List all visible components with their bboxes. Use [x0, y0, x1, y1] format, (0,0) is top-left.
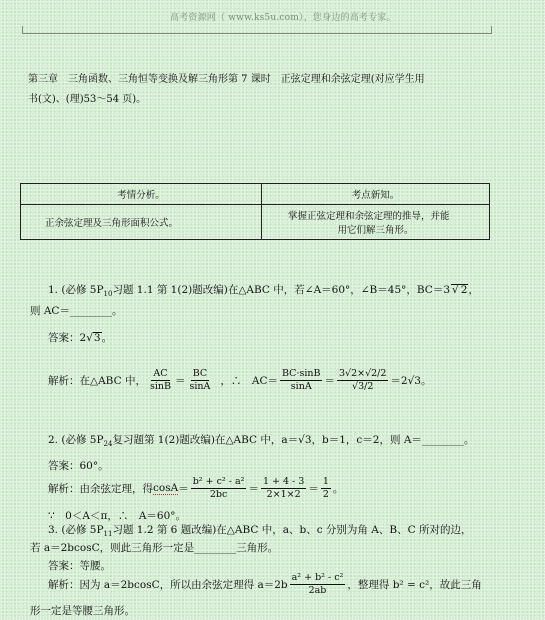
frac-ac-sinb: $\frac{AC}{\sin B}$: [149, 368, 171, 392]
col1-content: 正余弦定理及三角形面积公式。: [21, 205, 262, 240]
q2-since: ∵ 0＜A＜π，∴ A＝60°。: [48, 510, 187, 522]
frac-bcsinb-sina: $\frac{BC\cdot\sin B}{\sin A}$: [282, 368, 321, 392]
col1-header: 考情分析。: [21, 184, 262, 205]
frac-one-half: $\frac{1}{2}$: [322, 476, 329, 500]
col2-header: 考点新知。: [262, 184, 490, 205]
frac-cosc: $\frac{\text{a² + b² - c²}}{2ab}$: [291, 572, 344, 596]
header-rule: [22, 33, 492, 34]
q3-last-line: 形一定是等腰三角形。: [30, 605, 135, 617]
q2-line1: 2. (必修 $5P_{24}$复习题第 1(2)题改编)在△ABC 中，a＝√3，b＝1，c＝2，则 A＝________。: [48, 434, 475, 449]
q1-answer: 答案：2√3。: [48, 332, 113, 344]
q3-analysis: 解析：因为 a＝2bcosC，所以由余弦定理得 a＝2b $\frac{\text{a² + b² - c²}}{2ab}$ ，整理得 b² = c²，故此三角: [48, 572, 482, 596]
margin-mark-left: [22, 26, 23, 34]
q3-line1: 3. (必修 $5P_{11}$习题 1.2 第 6 题改编)在△ABC 中，a、b、c 分别为角 A、B、C 所对的边，: [48, 524, 472, 539]
frac-big: $\frac{3√2\times√2/2}{√3/2}$: [338, 368, 387, 392]
chapter-title-line2: 书(文)、(理)53～54 页)。: [28, 94, 147, 105]
cosa-word: cosA: [153, 482, 179, 494]
frac-cos-formula: $\frac{\text{b² + c² - a²}}{2bc}$: [192, 476, 245, 500]
site-header: 高考资源网（ www.ks5u.com），您身边的高考专家。: [170, 13, 396, 23]
frac-cos-values: $\frac{1 + 4 - 3}{2\times 1\times 2}$: [262, 476, 305, 500]
q1-line2: 则 AC＝________。: [30, 305, 123, 317]
q1-line1: 1. (必修 $5P_{10}$习题 1.1 第 1(2)题改编)在△ABC 中，若∠A＝60°，∠B＝45°，BC＝3 √ 2，: [48, 284, 479, 299]
chapter-title-line1: 第三章 三角函数、三角恒等变换及解三角形第 7 课时 正弦定理和余弦定理(对应学生用: [28, 74, 425, 85]
margin-mark-right: [491, 26, 492, 34]
topic-table: [20, 183, 490, 240]
q2-answer: 答案：60°。: [48, 460, 109, 472]
col2-content: 掌握正弦定理和余弦定理的推导，并能 用它们解三角形。: [262, 205, 490, 240]
q3-answer: 答案：等腰。: [48, 560, 111, 572]
q1-analysis: 解析： 在△ABC 中， $\frac{AC}{\sin B}$ ＝ $\frac{BC}{\sin A}$ ，∴ AC＝ $\frac{BC\cdot\sin B}{\sin A}$ ＝ $\frac{3√2\times√2/2}{√3/2}$ ＝2√3。: [48, 368, 432, 392]
frac-bc-sina: $\frac{BC}{\sin A}$: [189, 368, 211, 392]
q3-line2: 若 a＝2bcosC，则此三角形一定是________三角形。: [30, 542, 279, 554]
q2-analysis: 解析：由余弦定理，得 cosA ＝ $\frac{\text{b² + c² - a²}}{2bc}$ ＝ $\frac{1 + 4 - 3}{2\times 1\times 2}$ ＝ $\frac{1}{2}$ 。: [48, 476, 344, 500]
